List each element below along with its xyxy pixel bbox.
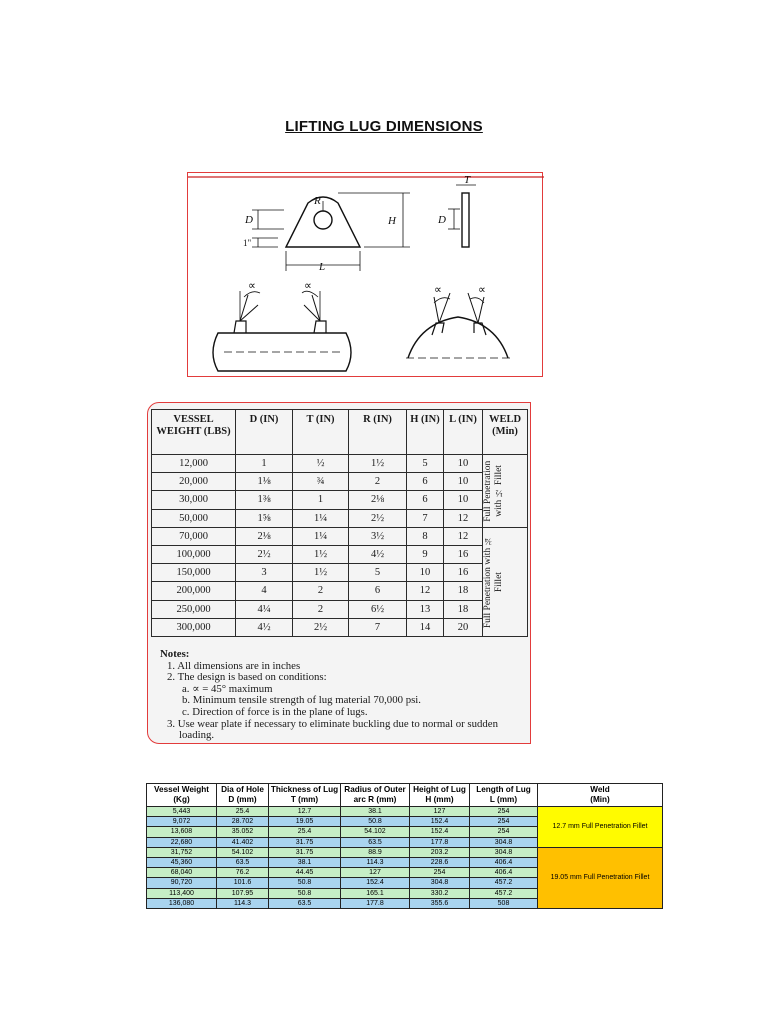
table-cell: 250,000 <box>152 600 236 618</box>
table-cell: 2½ <box>293 618 349 636</box>
label-h: H <box>388 215 396 227</box>
table-cell: 12,000 <box>152 455 236 473</box>
table-cell: 228.6 <box>410 857 470 867</box>
table-cell: 152.4 <box>410 817 470 827</box>
table-cell: 113,400 <box>147 888 217 898</box>
table-cell: 406.4 <box>470 868 538 878</box>
table-row <box>152 455 528 473</box>
table-cell: 8 <box>407 527 444 545</box>
table-cell: 10 <box>444 455 483 473</box>
table-cell: 9,072 <box>147 817 217 827</box>
table-cell: 25.4 <box>269 827 341 837</box>
table-row <box>147 807 663 817</box>
table-row <box>152 600 528 618</box>
table-cell: 63.5 <box>341 837 410 847</box>
table-cell: 406.4 <box>470 857 538 867</box>
table-cell: 5 <box>349 564 407 582</box>
table-cell: 136,080 <box>147 898 217 908</box>
table-row <box>152 582 528 600</box>
table-cell: 50.8 <box>341 817 410 827</box>
table-cell: 355.6 <box>410 898 470 908</box>
note-line: 2. The design is based on conditions: <box>167 671 327 684</box>
header-l: L (IN) <box>444 410 483 455</box>
table-cell: 114.3 <box>341 857 410 867</box>
table-cell: 457.2 <box>470 878 538 888</box>
weld-cell <box>483 527 528 636</box>
table-cell: 2⅛ <box>349 491 407 509</box>
table-cell: 28.702 <box>217 817 269 827</box>
table-cell: 1¼ <box>293 527 349 545</box>
vessel-head <box>408 317 508 358</box>
table-cell: 1¼ <box>293 509 349 527</box>
metric-header-height: Height of Lug H (mm) <box>410 784 470 807</box>
table-cell: 1⅝ <box>236 509 293 527</box>
label-t: T <box>464 174 471 186</box>
table-row <box>152 473 528 491</box>
lug-diagram-svg <box>188 173 544 378</box>
table-cell: 31,752 <box>147 847 217 857</box>
metric-lug-table <box>146 783 663 909</box>
notes-block <box>160 649 498 742</box>
label-l: L <box>319 261 326 273</box>
table-row <box>152 545 528 563</box>
metric-header-vessel-weight: Vessel Weight (Kg) <box>147 784 217 807</box>
table-cell: 300,000 <box>152 618 236 636</box>
table-cell: 1½ <box>293 545 349 563</box>
table-cell: 44.45 <box>269 868 341 878</box>
table-cell: 38.1 <box>269 857 341 867</box>
table-cell: 63.5 <box>269 898 341 908</box>
scanned-lug-table-figure <box>147 402 531 744</box>
table-cell: 16 <box>444 545 483 563</box>
label-one-inch: 1" <box>243 238 252 248</box>
horizontal-vessel <box>213 333 351 371</box>
lug-hole <box>314 211 332 229</box>
table-cell: 127 <box>341 868 410 878</box>
table-cell: 114.3 <box>217 898 269 908</box>
table-cell: 2 <box>293 582 349 600</box>
table-header-row <box>152 410 528 455</box>
table-cell: 203.2 <box>410 847 470 857</box>
metric-header-weld: Weld (Min) <box>538 784 663 807</box>
table-cell: 18 <box>444 582 483 600</box>
table-cell: 30,000 <box>152 491 236 509</box>
notes-heading: Notes: <box>160 648 190 660</box>
table-cell: 4¼ <box>236 600 293 618</box>
table-cell: 1⅜ <box>236 491 293 509</box>
table-row <box>147 847 663 857</box>
table-cell: 50.8 <box>269 878 341 888</box>
table-cell: 6 <box>407 473 444 491</box>
metric-header-dia: Dia of Hole D (mm) <box>217 784 269 807</box>
table-cell: 304.8 <box>410 878 470 888</box>
table-cell: 41.402 <box>217 837 269 847</box>
header-weld: WELD (Min) <box>483 410 528 455</box>
table-cell: 457.2 <box>470 888 538 898</box>
table-cell: 254 <box>470 817 538 827</box>
table-cell: 6 <box>407 491 444 509</box>
note-line: b. Minimum tensile strength of lug material 70,000 psi. <box>182 694 422 707</box>
table-cell: 14 <box>407 618 444 636</box>
table-row <box>152 564 528 582</box>
table-cell: 12 <box>407 582 444 600</box>
table-cell: 100,000 <box>152 545 236 563</box>
table-cell: 200,000 <box>152 582 236 600</box>
table-cell: 330.2 <box>410 888 470 898</box>
table-cell: 1½ <box>293 564 349 582</box>
table-cell: 13,608 <box>147 827 217 837</box>
table-cell: 90,720 <box>147 878 217 888</box>
table-cell: 1⅛ <box>236 473 293 491</box>
note-line: 1. All dimensions are in inches <box>167 659 301 672</box>
table-cell: 6 <box>349 582 407 600</box>
table-cell: 165.1 <box>341 888 410 898</box>
label-d-side: D <box>438 214 446 226</box>
table-cell: 2½ <box>236 545 293 563</box>
table-cell: 177.8 <box>410 837 470 847</box>
table-cell: 50.8 <box>269 888 341 898</box>
imperial-lug-table <box>151 409 528 637</box>
table-cell: 4½ <box>349 545 407 563</box>
table-cell: 304.8 <box>470 837 538 847</box>
table-cell: 7 <box>349 618 407 636</box>
table-cell: 25.4 <box>217 807 269 817</box>
header-t: T (IN) <box>293 410 349 455</box>
table-cell: 1 <box>293 491 349 509</box>
label-alpha-4: ∝ <box>478 284 486 296</box>
table-cell: 1½ <box>349 455 407 473</box>
table-cell: 45,360 <box>147 857 217 867</box>
table-row <box>152 491 528 509</box>
table-cell: 254 <box>410 868 470 878</box>
weld-cell <box>483 455 528 528</box>
weld-spec: Full Penetration with ½ Fillet <box>483 460 504 522</box>
table-cell: 12 <box>444 527 483 545</box>
note-line: 3. Use wear plate if necessary to eliminate buckling due to normal or sudden <box>167 717 499 730</box>
metric-header-length: Length of Lug L (mm) <box>470 784 538 807</box>
table-cell: 508 <box>470 898 538 908</box>
table-row <box>152 618 528 636</box>
table-cell: 101.6 <box>217 878 269 888</box>
imperial-table-body <box>152 455 528 637</box>
table-cell: 16 <box>444 564 483 582</box>
table-cell: 20,000 <box>152 473 236 491</box>
header-h: H (IN) <box>407 410 444 455</box>
weld-spec: Full Penetration with ¾ Fillet <box>483 535 504 629</box>
table-cell: 70,000 <box>152 527 236 545</box>
table-cell: 20 <box>444 618 483 636</box>
label-alpha-3: ∝ <box>434 284 442 296</box>
table-cell: 304.8 <box>470 847 538 857</box>
table-cell: 254 <box>470 807 538 817</box>
table-cell: 2 <box>293 600 349 618</box>
table-cell: 5 <box>407 455 444 473</box>
note-line: loading. <box>179 729 215 742</box>
metric-header-thickness: Thickness of Lug T (mm) <box>269 784 341 807</box>
table-cell: 13 <box>407 600 444 618</box>
table-cell: 31.75 <box>269 837 341 847</box>
table-cell: 76.2 <box>217 868 269 878</box>
metric-header-radius: Radius of Outer arc R (mm) <box>341 784 410 807</box>
page-title: LIFTING LUG DIMENSIONS <box>285 118 483 135</box>
label-r: R <box>314 195 321 207</box>
header-r: R (IN) <box>349 410 407 455</box>
table-cell: 19.05 <box>269 817 341 827</box>
table-cell: 152.4 <box>341 878 410 888</box>
label-alpha-1: ∝ <box>248 280 256 292</box>
table-cell: 54.102 <box>341 827 410 837</box>
table-cell: 10 <box>407 564 444 582</box>
table-cell: 4 <box>236 582 293 600</box>
lug-diagram-figure <box>187 172 543 377</box>
table-cell: ¾ <box>293 473 349 491</box>
table-cell: 10 <box>444 491 483 509</box>
header-vessel-weight: VESSEL WEIGHT (LBS) <box>152 410 236 455</box>
table-cell: 3 <box>236 564 293 582</box>
table-cell: 12 <box>444 509 483 527</box>
table-cell: 12.7 <box>269 807 341 817</box>
table-cell: 254 <box>470 827 538 837</box>
weld-cell: 12.7 mm Full Penetration Fillet <box>538 807 663 848</box>
table-cell: 177.8 <box>341 898 410 908</box>
table-cell: 18 <box>444 600 483 618</box>
table-cell: 50,000 <box>152 509 236 527</box>
header-d: D (IN) <box>236 410 293 455</box>
table-cell: 22,680 <box>147 837 217 847</box>
label-alpha-2: ∝ <box>304 280 312 292</box>
table-cell: 68,040 <box>147 868 217 878</box>
table-cell: 150,000 <box>152 564 236 582</box>
table-cell: 38.1 <box>341 807 410 817</box>
table-cell: 31.75 <box>269 847 341 857</box>
metric-header-row <box>147 784 663 807</box>
table-cell: 1 <box>236 455 293 473</box>
label-d: D <box>245 214 253 226</box>
table-cell: 2⅛ <box>236 527 293 545</box>
table-cell: 127 <box>410 807 470 817</box>
table-cell: 3½ <box>349 527 407 545</box>
table-cell: 9 <box>407 545 444 563</box>
table-cell: 88.9 <box>341 847 410 857</box>
table-cell: 7 <box>407 509 444 527</box>
note-line: c. Direction of force is in the plane of lugs. <box>182 705 368 718</box>
table-cell: 10 <box>444 473 483 491</box>
table-cell: 5,443 <box>147 807 217 817</box>
note-line: a. ∝ = 45° maximum <box>182 682 273 695</box>
metric-table-body <box>147 807 663 909</box>
table-cell: 2 <box>349 473 407 491</box>
weld-cell: 19.05 mm Full Penetration Fillet <box>538 847 663 908</box>
table-row <box>152 527 528 545</box>
table-cell: 63.5 <box>217 857 269 867</box>
table-cell: ½ <box>293 455 349 473</box>
table-cell: 152.4 <box>410 827 470 837</box>
table-cell: 2½ <box>349 509 407 527</box>
table-cell: 35.052 <box>217 827 269 837</box>
table-cell: 54.102 <box>217 847 269 857</box>
table-cell: 4½ <box>236 618 293 636</box>
table-cell: 6½ <box>349 600 407 618</box>
table-row <box>152 509 528 527</box>
table-cell: 107.95 <box>217 888 269 898</box>
